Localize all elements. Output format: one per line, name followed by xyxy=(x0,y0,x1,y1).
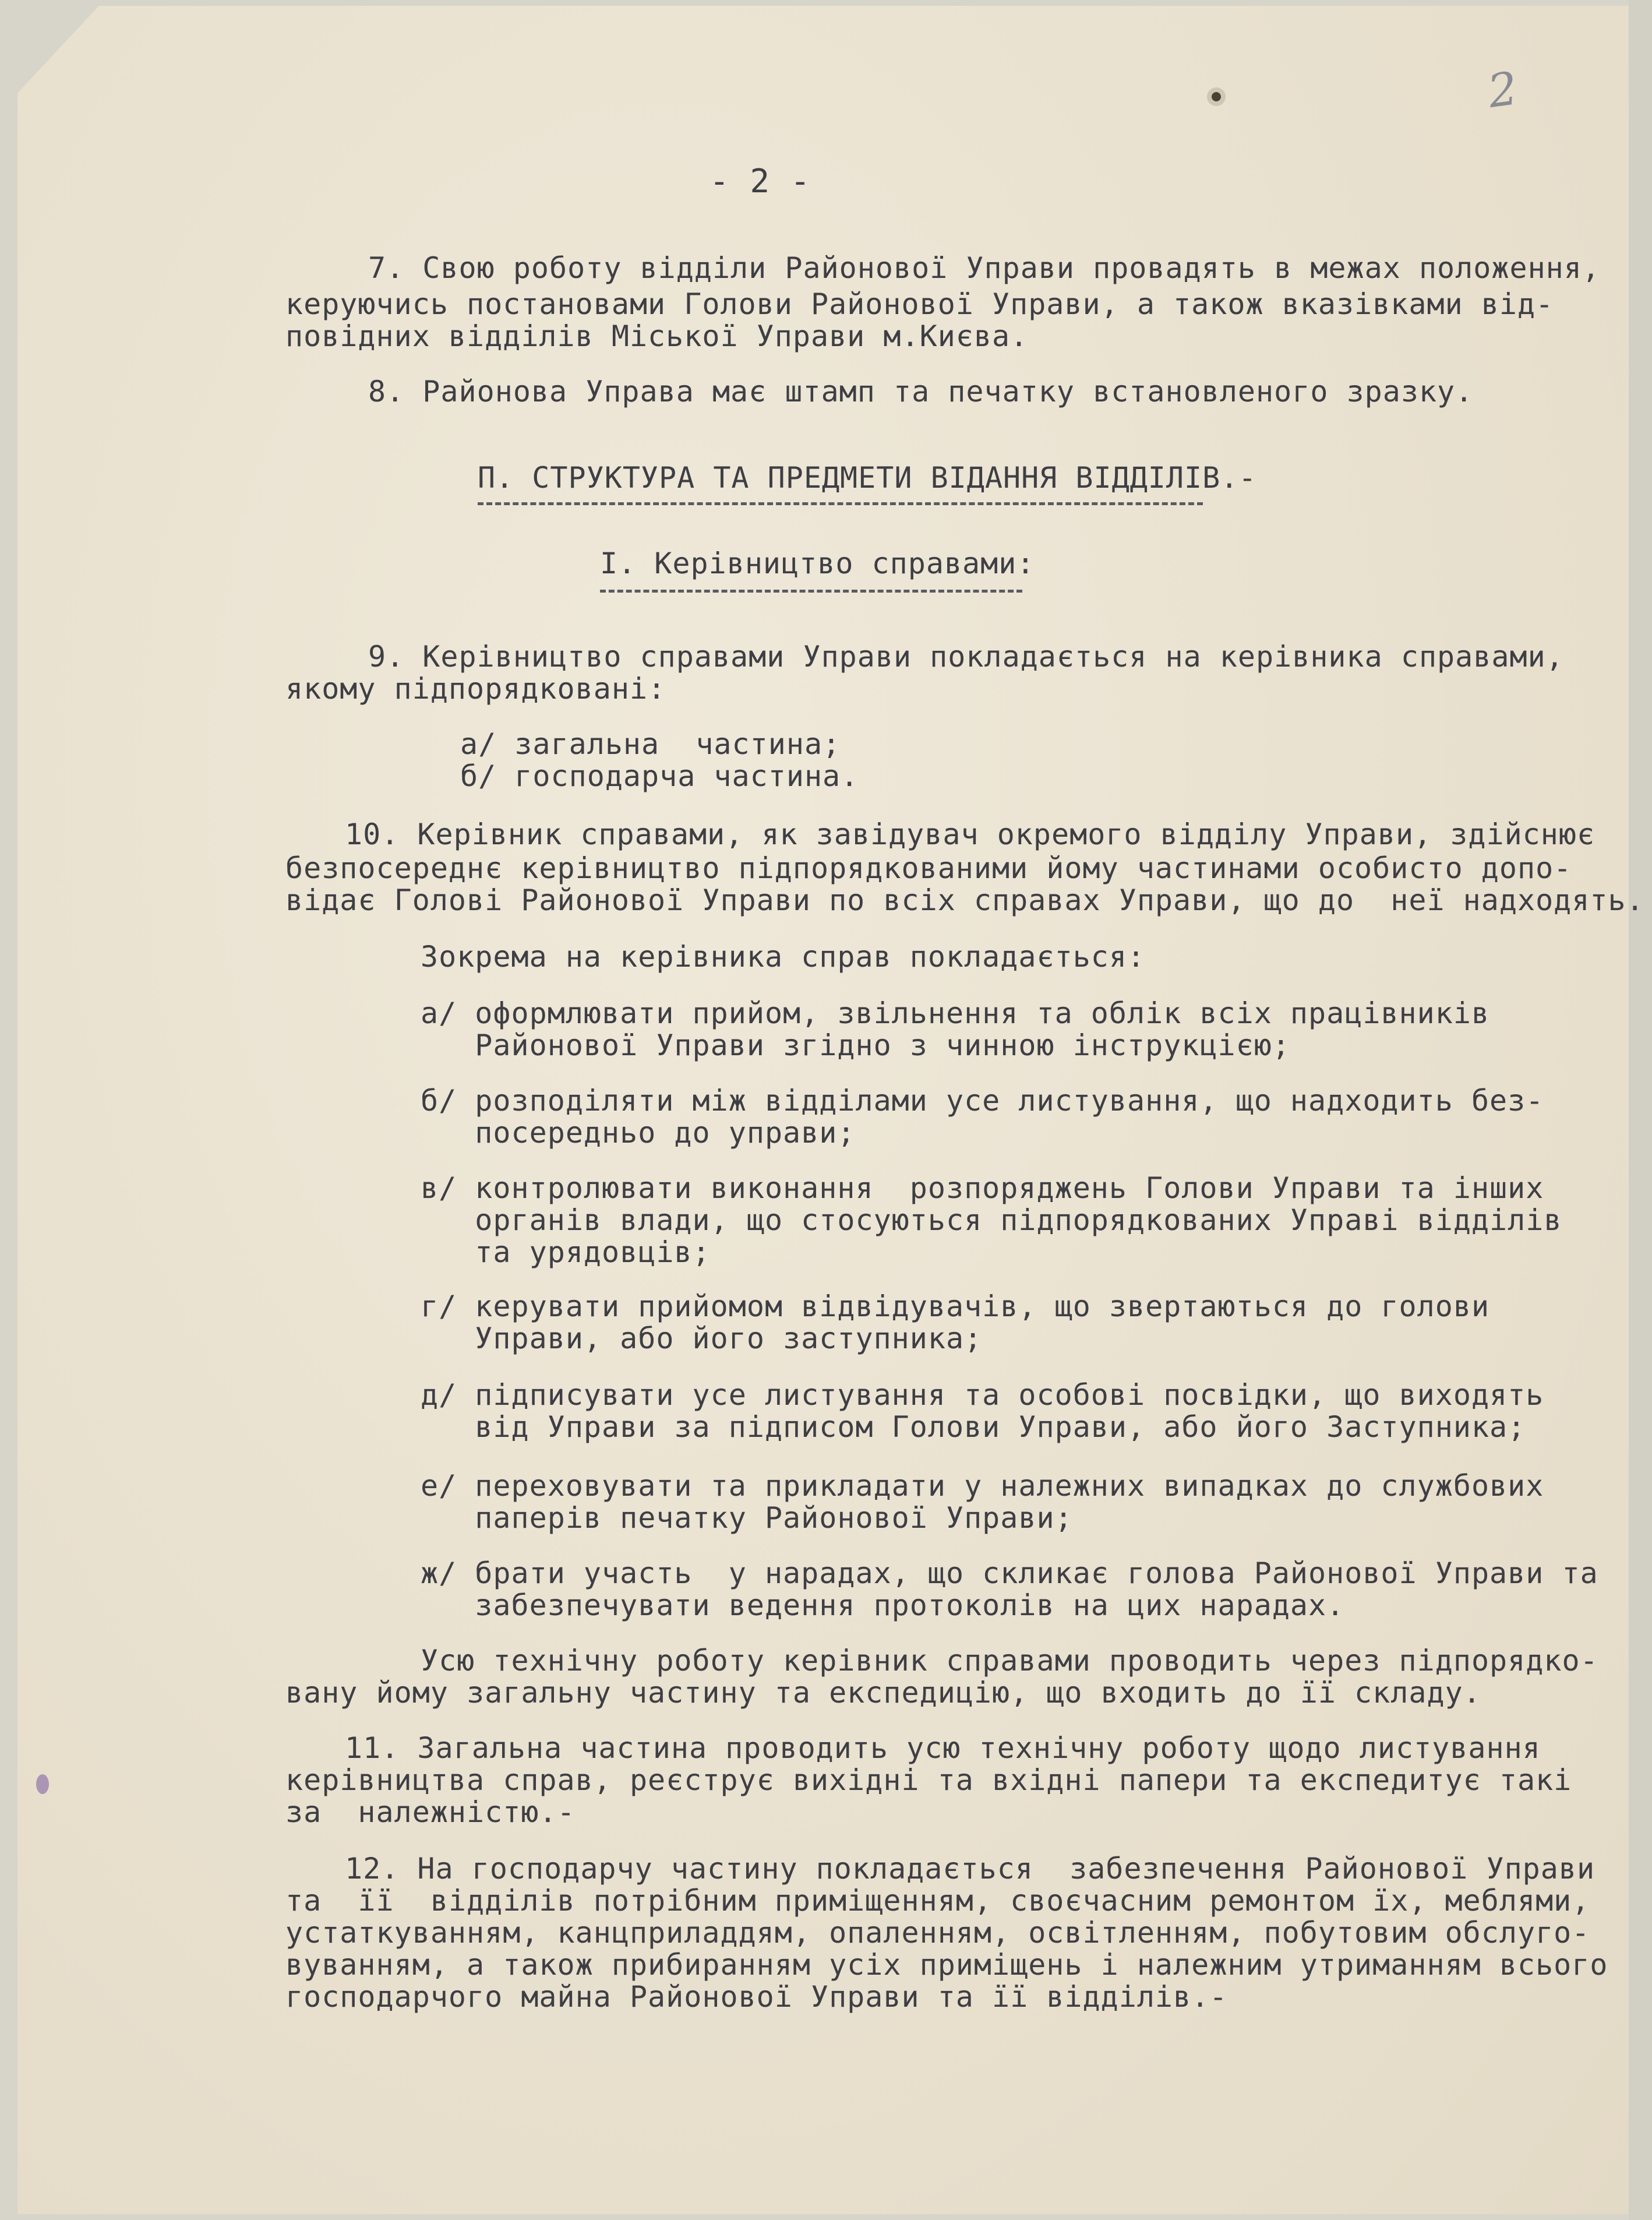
para-10-line-1: 10. Керівник справами, як завідувач окремого відділу Управи, здійснює xyxy=(345,817,1595,851)
para-9-item-b: б/ господарча частина. xyxy=(460,759,859,793)
para-7-line-2: керуючись постановами Голови Районової Управи, а також вказівками від- xyxy=(285,287,1554,321)
section-heading-underline xyxy=(478,502,1203,505)
para-10-item-c-line-2: органів влади, що стосуються підпорядкованих Управі відділів xyxy=(421,1203,1562,1237)
para-12-line-3: устаткуванням, канцприладдям, опаленням, освітленням, побутовим обслуго- xyxy=(285,1916,1590,1950)
para-9-item-a: а/ загальна частина; xyxy=(460,727,841,761)
para-11-line-2: керівництва справ, реєструє вихідні та вхідні папери та експедитує такі xyxy=(285,1763,1572,1797)
para-10-item-d-line-2: Управи, або його заступника; xyxy=(421,1322,983,1355)
para-10-item-e-line-1: д/ підписувати усе листування та особові посвідки, що виходять xyxy=(421,1378,1544,1412)
para-10-line-2: безпосереднє керівництво підпорядкованими йому частинами особисто допо- xyxy=(285,851,1572,885)
para-9-line-2: якому підпорядковані: xyxy=(285,672,666,706)
para-12-line-4: вуванням, а також прибиранням усіх приміщень і належним утриманням всього xyxy=(285,1948,1608,1982)
subsection-heading-underline xyxy=(600,590,1022,593)
para-10-item-c-line-1: в/ контролювати виконання розпоряджень Голови Управи та інших xyxy=(421,1171,1544,1205)
para-7-line-1: 7. Свою роботу відділи Районової Управи провадять в межах положення, xyxy=(368,251,1600,285)
para-10-item-e-line-2: від Управи за підписом Голови Управи, або його Заступника; xyxy=(421,1410,1526,1444)
para-10-item-c-line-3: та урядовців; xyxy=(421,1235,711,1269)
para-10-item-g-line-2: забезпечувати ведення протоколів на цих нарадах. xyxy=(421,1588,1345,1622)
para-9-line-1: 9. Керівництво справами Управи покладається на керівника справами, xyxy=(368,640,1564,674)
subsection-heading: І. Керівництво справами: xyxy=(600,547,1035,580)
page-number: - 2 - xyxy=(709,163,811,200)
para-11-line-3: за належністю.- xyxy=(285,1795,576,1829)
para-12-line-1: 12. На господарчу частину покладається забезпечення Районової Управи xyxy=(345,1852,1595,1886)
para-8: 8. Районова Управа має штамп та печатку встановленого зразку. xyxy=(368,375,1474,408)
archive-page-number: 2 xyxy=(1484,62,1521,119)
para-10-item-a-line-1: а/ оформлювати прийом, звільнення та облік всіх працівників xyxy=(421,996,1490,1030)
para-10-item-b-line-2: посередньо до управи; xyxy=(421,1116,856,1150)
para-10-item-f-line-1: е/ переховувати та прикладати у належних випадках до службових xyxy=(421,1469,1544,1503)
para-10-item-a-line-2: Районової Управи згідно з чинною інструкцією; xyxy=(421,1028,1290,1062)
para-10-item-f-line-2: паперів печатку Районової Управи; xyxy=(421,1501,1073,1535)
para-10-item-b-line-1: б/ розподіляти між відділами усе листування, що надходить без- xyxy=(421,1084,1544,1118)
para-11-line-1: 11. Загальна частина проводить усю технічну роботу щодо листування xyxy=(345,1731,1541,1765)
para-10-item-g-line-1: ж/ брати участь у нарадах, що скликає голова Районової Управи та xyxy=(421,1556,1598,1590)
para-10-line-3: відає Голові Районової Управи по всіх справах Управи, що до неї надходять. xyxy=(285,883,1644,917)
para-10-intro: Зокрема на керівника справ покладається: xyxy=(421,940,1146,974)
para-10-closing-line-1: Усю технічну роботу керівник справами проводить через підпорядко- xyxy=(421,1644,1598,1678)
para-7-line-3: повідних відділів Міської Управи м.Києва. xyxy=(285,319,1029,353)
para-10-closing-line-2: вану йому загальну частину та експедицію, що входить до її складу. xyxy=(285,1676,1481,1710)
section-heading: П. СТРУКТУРА ТА ПРЕДМЕТИ ВІДАННЯ ВІДДІЛІВ.- xyxy=(478,461,1257,495)
para-12-line-2: та її відділів потрібним приміщенням, своєчасним ремонтом їх, меблями, xyxy=(285,1884,1590,1918)
para-10-item-d-line-1: г/ керувати прийомом відвідувачів, що звертаються до голови xyxy=(421,1289,1490,1323)
para-12-line-5: господарчого майна Районової Управи та її відділів.- xyxy=(285,1980,1228,2014)
